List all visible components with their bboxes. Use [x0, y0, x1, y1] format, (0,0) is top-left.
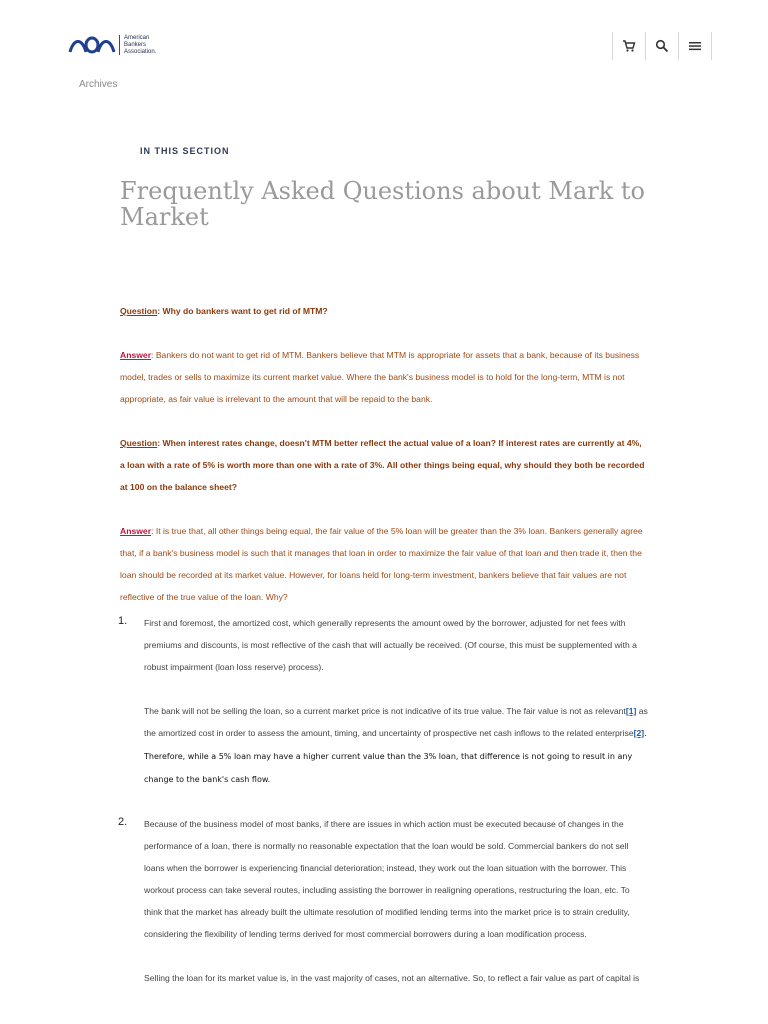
- logo-line: American: [124, 34, 150, 41]
- list-item: [120, 612, 648, 791]
- question-1: [120, 300, 648, 322]
- search-button[interactable]: [645, 32, 678, 60]
- logo-divider: [119, 35, 120, 55]
- list-number: 2.: [118, 816, 128, 828]
- answer-label: Answer: [120, 526, 152, 536]
- search-icon: [655, 39, 669, 53]
- article-body: [120, 300, 648, 1011]
- list-text: The bank will not be selling the loan, so a current market price is not indicative of its true value. The fair value is not as relevant: [144, 706, 626, 716]
- page-title: Frequently Asked Questions about Mark to Market: [120, 177, 645, 231]
- answer-text: : It is true that, all other things being equal, the fair value of the 5% loan will be greater than the 3% loan. Bankers generally agree that, if a bank's business model is such that it manages that loan in order to maximize the fair value of that loan and then trade it, then the loan should be recorded at its market value. However, for loans held for long-term investment, bankers believe that fair values are not reflective of the true value of the loan. Why?: [120, 526, 643, 602]
- footnote-link-1[interactable]: [1]: [625, 706, 637, 716]
- answer-1: [120, 344, 648, 410]
- answer-2: [120, 520, 648, 608]
- menu-icon: [688, 39, 702, 53]
- logo-line: Association.: [124, 48, 157, 55]
- logo-line: Bankers: [124, 41, 147, 48]
- reasons-list: [120, 612, 648, 989]
- list-item: [120, 813, 648, 989]
- answer-text: : Bankers do not want to get rid of MTM. Bankers believe that MTM is appropriate for assets that a bank, because of its business model, trades or sells to maximize its current market value. Where the bank's business model is to hold for the long-term, MTM is not appropriate, as fair value is irrelevant to the amount that will be repaid to the bank.: [120, 350, 640, 404]
- menu-button[interactable]: [678, 32, 712, 60]
- answer-label: Answer: [120, 350, 152, 360]
- question-text: : When interest rates change, doesn't MTM better reflect the actual value of a loan? If interest rates are currently at 4%, a loan with a rate of 5% is worth more than one with a rate of 3%. All other things being equal, why should they both be recorded at 100 on the balance sheet?: [120, 438, 645, 492]
- question-2: [120, 432, 648, 498]
- header-tools: [612, 32, 712, 60]
- list-number: 1.: [118, 615, 128, 627]
- footnote-link-2[interactable]: [2]: [633, 728, 645, 738]
- question-text: : Why do bankers want to get rid of MTM?: [157, 306, 328, 316]
- list-paragraph: First and foremost, the amortized cost, which generally represents the amount owed by the borrower, adjusted for net fees with premiums and discounts, is most reflective of the cash that will actually be received. (Of course, this must be supplemented with a robust impairment (loan loss reserve) process).: [144, 618, 637, 672]
- cart-button[interactable]: [612, 32, 645, 60]
- question-label: Question: [120, 438, 158, 448]
- in-this-section-label[interactable]: IN THIS SECTION: [140, 146, 230, 156]
- list-paragraph: Selling the loan for its market value is, in the vast majority of cases, not an alternative. So, to reflect a fair value as part of capital is: [144, 973, 640, 983]
- aba-logo-mark-icon: [68, 34, 116, 56]
- cart-icon: [622, 39, 636, 53]
- logo-wordmark: [124, 35, 156, 56]
- list-paragraph: [144, 700, 648, 791]
- aba-logo[interactable]: [68, 34, 156, 56]
- list-text: as the amortized cost in order to assess the amount, timing, and uncertainty of prospective net cash inflows to the related enterprise: [144, 706, 648, 738]
- list-text: . Therefore, while a 5% loan may have a higher current value than the 3% loan, that difference is not going to result in any change to the bank's cash flow.: [144, 729, 647, 784]
- question-label: Question: [120, 306, 158, 316]
- breadcrumb-archives[interactable]: Archives: [79, 79, 118, 90]
- list-paragraph: Because of the business model of most banks, if there are issues in which action must be executed because of changes in the performance of a loan, there is normally no reasonable expectation that the loan would be sold. Commercial bankers do not sell loans when the borrower is experiencing financial deterioration; instead, they work out the loan situation with the borrower. This workout process can take several routes, including assisting the borrower in realigning operations, restructuring the loan, etc. To think that the market has already built the ultimate resolution of modified lending terms into the market price is to strain credulity, considering the flexibility of lending terms derived for most commercial borrowers during a loan modification process.: [144, 819, 630, 939]
